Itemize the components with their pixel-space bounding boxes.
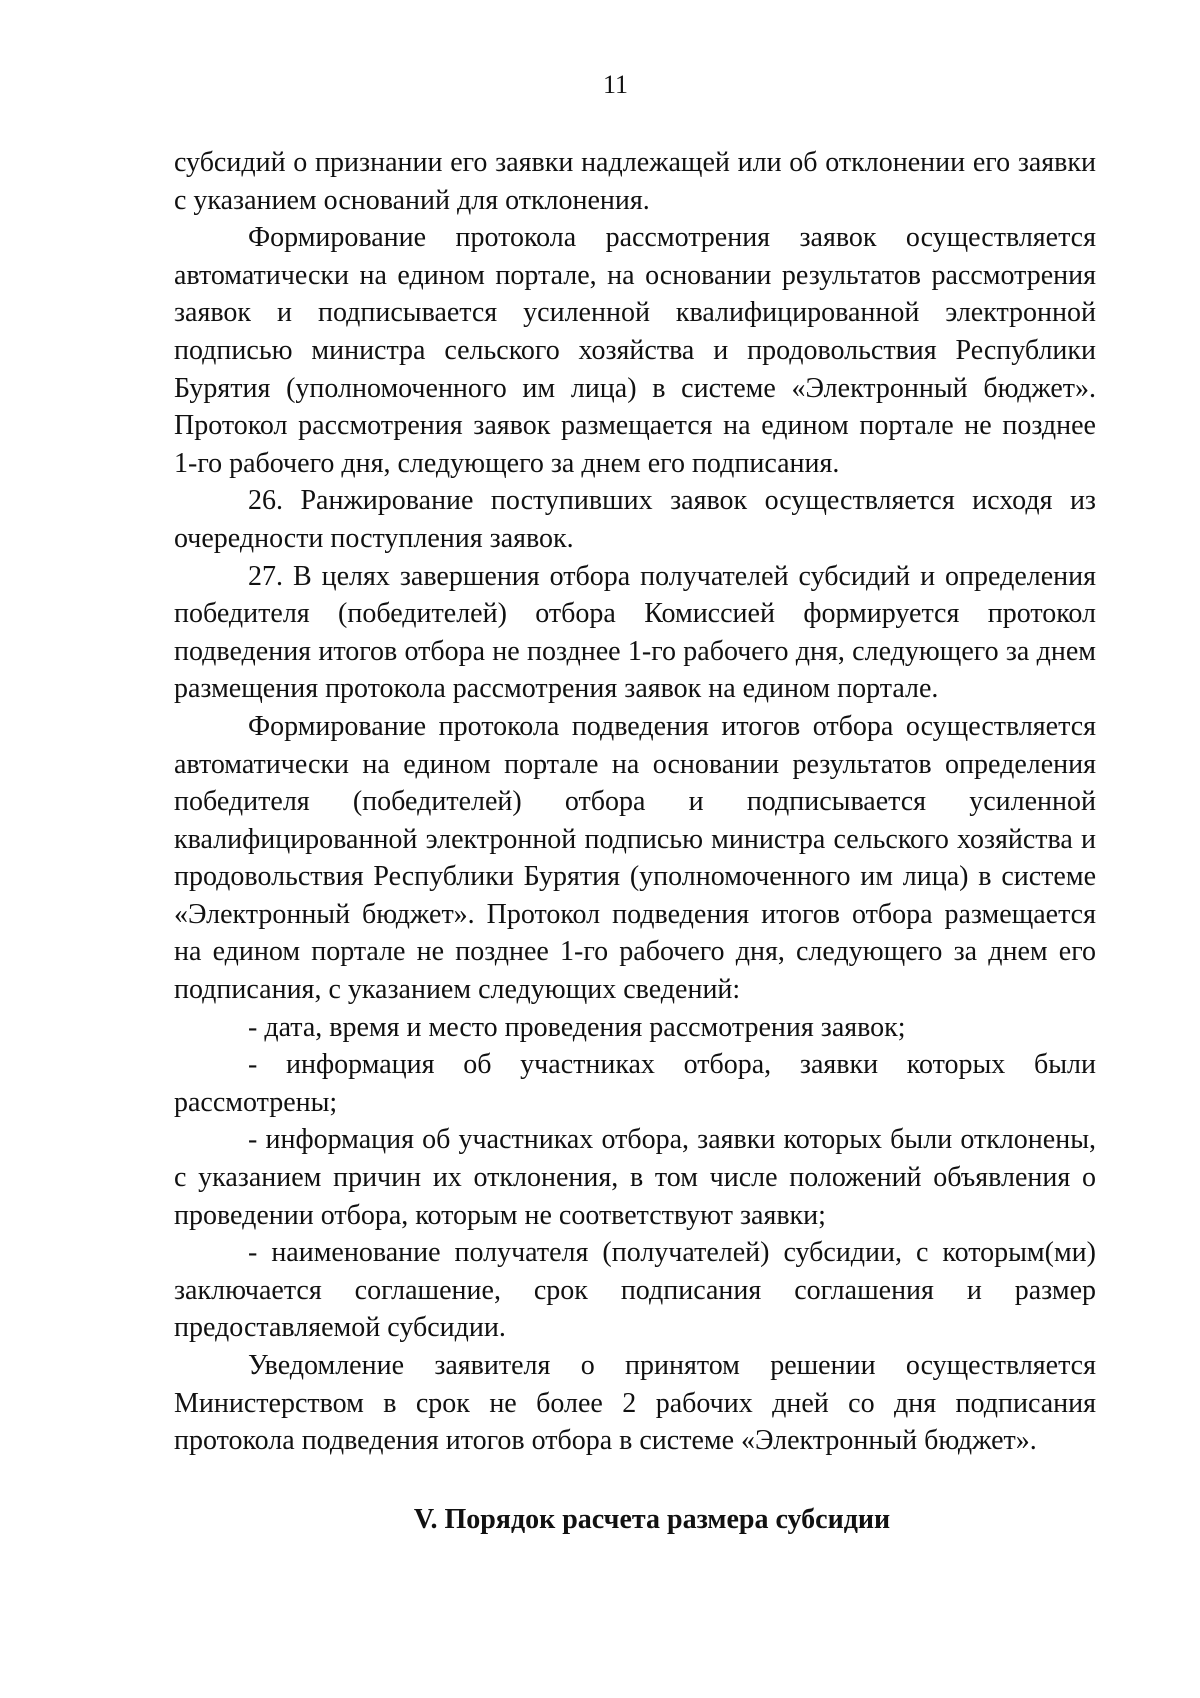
paragraph-item-27: 27. В целях завершения отбора получателей субсидий и определения победителя (победителей) отбора Комиссией формируется протокол подведения итогов отбора не позднее 1-го рабочего дня, следующего за днем размещения протокола рассмотрения заявок на едином портале. bbox=[174, 560, 1096, 705]
paragraph-continuation: субсидий о признании его заявки надлежащей или об отклонении его заявки с указанием оснований для отклонения. bbox=[174, 147, 1096, 216]
page-number: 11 bbox=[602, 70, 629, 99]
list-item-recipient-name: - наименование получателя (получателей) субсидии, с которым(ми) заключается соглашение, срок подписания соглашения и размер предоставляемой субсидии. bbox=[174, 1237, 1096, 1344]
paragraph-results-protocol: Формирование протокола подведения итогов отбора осуществляется автоматически на едином портале на основании результатов определения победителя (победителей) отбора и подписывается усиленной квалифицированной электронной подписью министра сельского хозяйства и продовольствия Республики Бурятия (уполномоченного им лица) в системе «Электронный бюджет». Протокол подведения итогов отбора размещается на едином портале не позднее 1-го рабочего дня, следующего за днем его подписания, с указанием следующих сведений: bbox=[174, 710, 1096, 1006]
paragraph-item-26: 26. Ранжирование поступивших заявок осуществляется исходя из очередности поступления заявок. bbox=[174, 485, 1096, 554]
paragraph-review-protocol: Формирование протокола рассмотрения заявок осуществляется автоматически на едином портале, на основании результатов рассмотрения заявок и подписывается усиленной квалифицированной электронной подписью министра сельского хозяйства и продовольствия Республики Бурятия (уполномоченного им лица) в системе «Электронный бюджет». Протокол рассмотрения заявок размещается на едином портале не позднее 1-го рабочего дня, следующего за днем его подписания. bbox=[174, 222, 1096, 479]
list-item-date-time-place: - дата, время и место проведения рассмотрения заявок; bbox=[248, 1011, 906, 1043]
list-item-rejected-participants: - информация об участниках отбора, заявки которых были отклонены, с указанием причин их отклонения, в том числе положений объявления о проведении отбора, которым не соответствуют заявки; bbox=[174, 1124, 1096, 1231]
section-heading: V. Порядок расчета размера субсидии bbox=[413, 1504, 891, 1535]
paragraph-notification: Уведомление заявителя о принятом решении осуществляется Министерством в срок не более 2 рабочих дней со дня подписания протокола подведения итогов отбора в системе «Электронный бюджет». bbox=[174, 1350, 1096, 1457]
body-text bbox=[174, 144, 1096, 1460]
list-item-reviewed-participants: - информация об участниках отбора, заявки которых были рассмотрены; bbox=[174, 1049, 1096, 1118]
